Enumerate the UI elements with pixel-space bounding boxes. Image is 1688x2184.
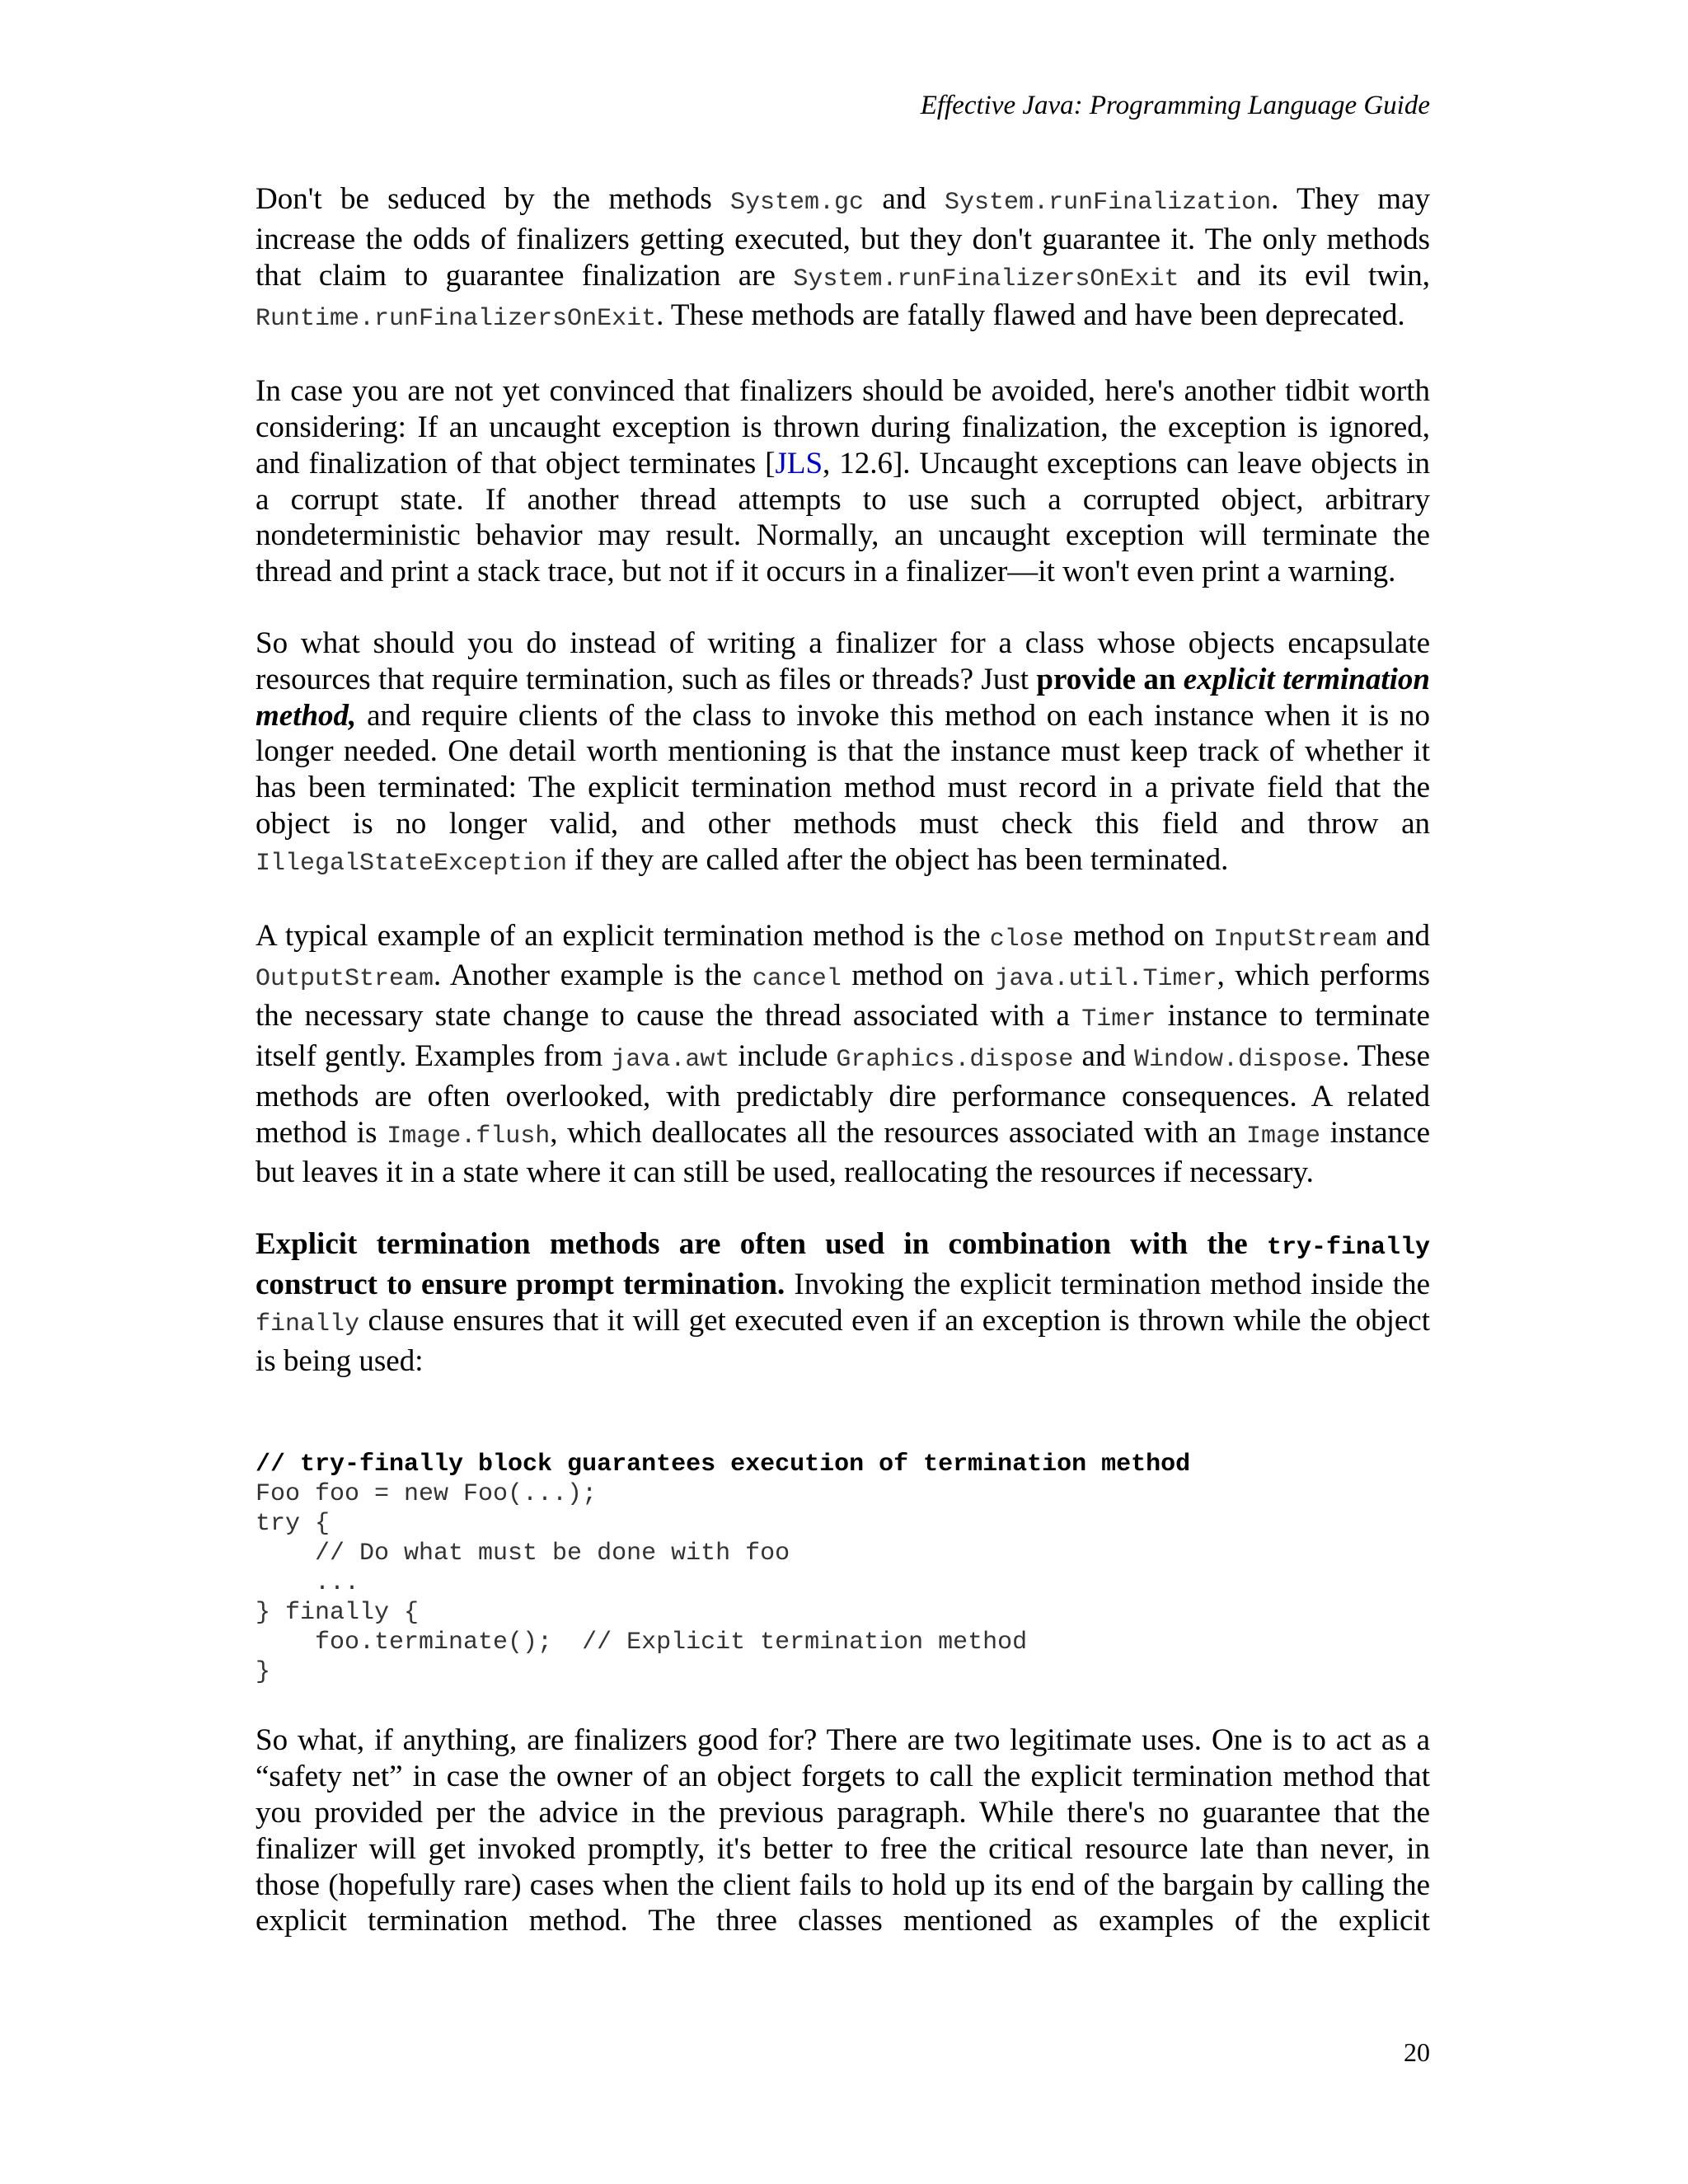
code-spacer	[256, 1414, 1430, 1450]
text-run: instance to terminate itself gently. Examples from	[256, 999, 1430, 1073]
code-system-gc: System.gc	[730, 189, 865, 217]
text-run: instance but leaves it in a state where it can still be used, reallocating the resources if necessary.	[256, 1115, 1430, 1190]
text-run: So what should you do instead of writing a finalizer for a class whose objects encapsulate resources that require termination, such as files or threads? Just	[256, 626, 1430, 696]
text-run: and	[1376, 918, 1430, 953]
code-window-dispose: Window.dispose	[1133, 1045, 1343, 1074]
code-close: close	[989, 925, 1064, 954]
code-runtime-runfinalizersonexit: Runtime.runFinalizersOnExit	[256, 305, 657, 334]
paragraph-uncaught-exception	[256, 373, 1430, 590]
code-image-flush: Image.flush	[387, 1122, 551, 1151]
code-java-awt: java.awt	[611, 1045, 730, 1074]
code-cancel: cancel	[752, 965, 842, 994]
paragraph-finalizer-uses	[256, 1722, 1430, 1939]
text-run: clause ensures that it will get executed even if an exception is thrown while the object is being used:	[256, 1303, 1430, 1378]
code-finally: finally	[256, 1310, 360, 1338]
text-run: and	[864, 182, 945, 216]
code-inputstream: InputStream	[1213, 925, 1377, 954]
text-run: Don't be seduced by the methods	[256, 182, 731, 216]
text-run: , which deallocates all the resources associated with an	[550, 1115, 1246, 1150]
text-run: method on	[841, 958, 995, 993]
text-run: , which performs the necessary state change to cause the thread associated with a	[256, 958, 1430, 1033]
text-run: include	[729, 1038, 837, 1073]
paragraph-try-finally	[256, 1226, 1430, 1379]
code-system-runfinalizersonexit: System.runFinalizersOnExit	[793, 265, 1179, 293]
code-graphics-dispose: Graphics.dispose	[836, 1045, 1074, 1074]
text-run: A typical example of an explicit termination method is the	[256, 918, 990, 953]
text-run: method on	[1063, 918, 1214, 953]
text-run: . Another example is the	[434, 958, 753, 993]
text-run: . These methods are often overlooked, with predictably dire performance consequences. A related method is	[256, 1038, 1430, 1150]
code-illegalstateexception: IllegalStateException	[256, 849, 568, 878]
running-header: Effective Java: Programming Language Guide	[920, 91, 1430, 120]
text-run: . They may increase the odds of finalizers getting executed, but they don't guarantee it. The only methods that claim to guarantee finalization are	[256, 182, 1430, 293]
paragraph-typical-example	[256, 918, 1430, 1192]
code-system-runfinalization: System.runFinalization	[945, 189, 1272, 217]
code-timer: Timer	[1081, 1005, 1156, 1034]
text-run: So what, if anything, are finalizers good for? There are two legitimate uses. One is to act as a “safety net” in case the owner of an object forgets to call the explicit termination method that you provided per the advice in the previous paragraph. While there's no guarantee that the finalizer will get invoked promptly, it's better to free the critical resource late than never, in those (hopefully rare) cases when the client fails to hold up its end of the bargain by calling the explicit termination method. The three classes mentioned as examples of the explicit	[256, 1723, 1430, 1938]
code-java-util-timer: java.util.Timer	[994, 965, 1217, 994]
text-run: and	[1073, 1038, 1134, 1073]
code-block	[256, 1450, 1430, 1687]
code-outputstream: OutputStream	[256, 965, 434, 994]
code-image: Image	[1245, 1122, 1320, 1151]
code-lines: Foo foo = new Foo(...); try { // Do what must be done with foo ... } finally { foo.terminate(); // Explicit termination method }	[256, 1480, 1028, 1687]
paragraph-explicit-termination	[256, 626, 1430, 883]
text-run: , 12.6]. Uncaught exceptions can leave objects in a corrupt state. If another thread attempts to use such a corrupted object, arbitrary nondeterministic behavior may result. Normally, an uncaught exception will terminate the thread and print a stack trace, but not if it occurs in a finalizer—it won't even print a warning.	[256, 446, 1430, 589]
jls-reference-link[interactable]: JLS	[775, 446, 823, 480]
body-text	[256, 181, 1430, 1939]
text-run: and require clients of the class to invoke this method on each instance when it is no longer needed. One detail worth mentioning is that the instance must keep track of whether it has been terminated: The explicit termination method must record in a private field that the object is no longer valid, and other methods must check this field and throw an	[256, 698, 1430, 841]
text-run: Invoking the explicit termination method inside the	[785, 1267, 1430, 1301]
bold-text: Explicit termination methods are often used in combination with the	[256, 1227, 1267, 1262]
bold-italic-text: explicit termination method,	[256, 662, 1430, 733]
paragraph-finalization-methods	[256, 181, 1430, 338]
code-comment-heading: // try-finally block guarantees execution of termination method	[256, 1451, 1191, 1479]
code-try-finally: try-finally	[1266, 1234, 1430, 1263]
text-run: In case you are not yet convinced that finalizers should be avoided, here's another tidbit worth considering: If an uncaught exception is thrown during finalization, the exception is ignored, and finalization of that object terminates [	[256, 374, 1430, 480]
page-number: 20	[1404, 2037, 1430, 2067]
bold-text: provide an	[1036, 662, 1184, 696]
text-run: if they are called after the object has been terminated.	[567, 842, 1229, 877]
text-run: and its evil twin,	[1179, 258, 1430, 293]
bold-text: construct to ensure prompt termination.	[256, 1267, 785, 1301]
text-run: . These methods are fatally flawed and have been deprecated.	[656, 298, 1405, 333]
